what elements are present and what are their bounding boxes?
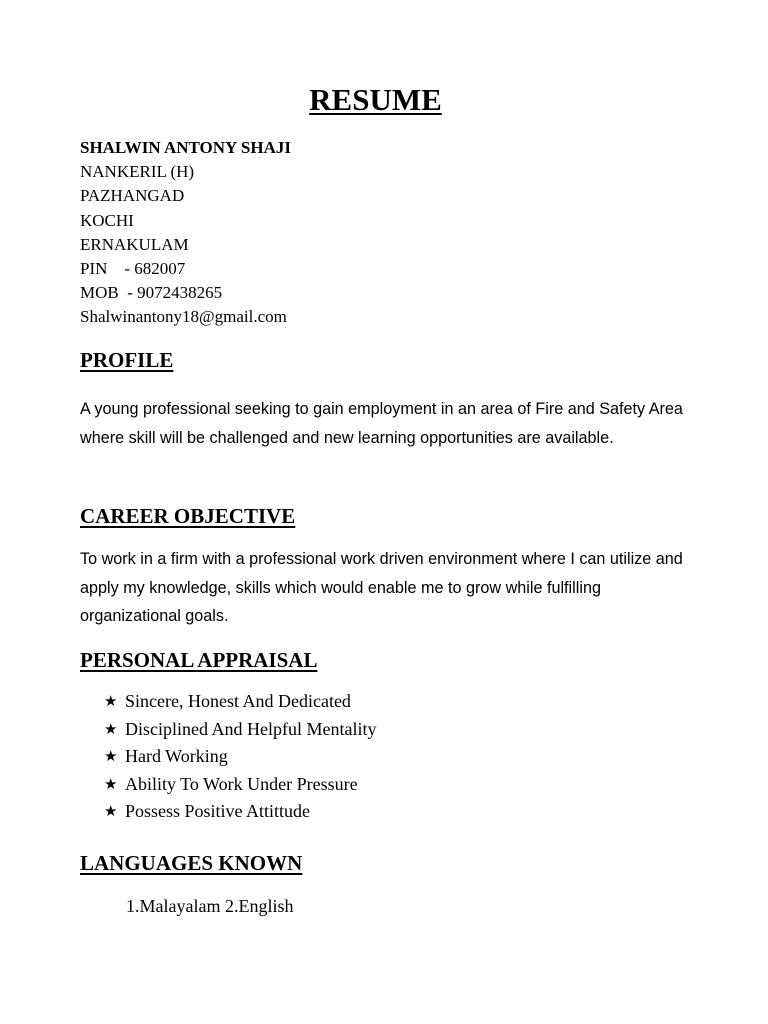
- pin-code: PIN - 682007: [80, 259, 186, 279]
- address-line: NANKERIL (H): [80, 162, 195, 182]
- list-item: [104, 688, 376, 716]
- career-objective-heading: CAREER OBJECTIVE: [80, 504, 296, 528]
- mobile-number: MOB - 9072438265: [80, 283, 223, 303]
- address-line: ERNAKULAM: [80, 234, 189, 254]
- email-address: Shalwinantony18@gmail.com: [80, 307, 287, 327]
- profile-heading: PROFILE: [80, 348, 174, 372]
- languages-known-heading: LANGUAGES KNOWN: [80, 851, 303, 875]
- list-item: [104, 716, 376, 744]
- star-icon: ★: [104, 774, 118, 793]
- list-item: [104, 743, 376, 771]
- appraisal-item-text: Ability To Work Under Pressure: [125, 773, 358, 794]
- profile-text: A young professional seeking to gain employment in an area of Fire and Safety Area where skill will be challenged and new learning opportunities are available.: [80, 400, 683, 447]
- list-item: [104, 798, 376, 826]
- career-objective-text: To work in a firm with a professional work driven environment where I can utilize and apply my knowledge, skills which would enable me to grow while fulfilling organizational goals.: [80, 550, 683, 626]
- document-title: RESUME: [309, 82, 442, 117]
- personal-appraisal-list: [104, 688, 376, 826]
- appraisal-item-text: Hard Working: [125, 746, 228, 766]
- applicant-name: SHALWIN ANTONY SHAJI: [80, 138, 291, 157]
- personal-appraisal-heading: PERSONAL APPRAISAL: [80, 648, 318, 672]
- address-line: KOCHI: [80, 210, 134, 230]
- list-item: [104, 771, 376, 799]
- languages-text: 1.Malayalam 2.English: [126, 896, 294, 916]
- address-line: PAZHANGAD: [80, 186, 185, 206]
- star-icon: ★: [104, 692, 118, 710]
- star-icon: ★: [104, 802, 118, 820]
- star-icon: ★: [104, 719, 118, 738]
- appraisal-item-text: Disciplined And Helpful Mentality: [125, 718, 377, 739]
- appraisal-item-text: Possess Positive Attittude: [125, 801, 311, 821]
- appraisal-item-text: Sincere, Honest And Dedicated: [125, 691, 351, 711]
- star-icon: ★: [104, 747, 118, 765]
- contact-block: [80, 136, 291, 330]
